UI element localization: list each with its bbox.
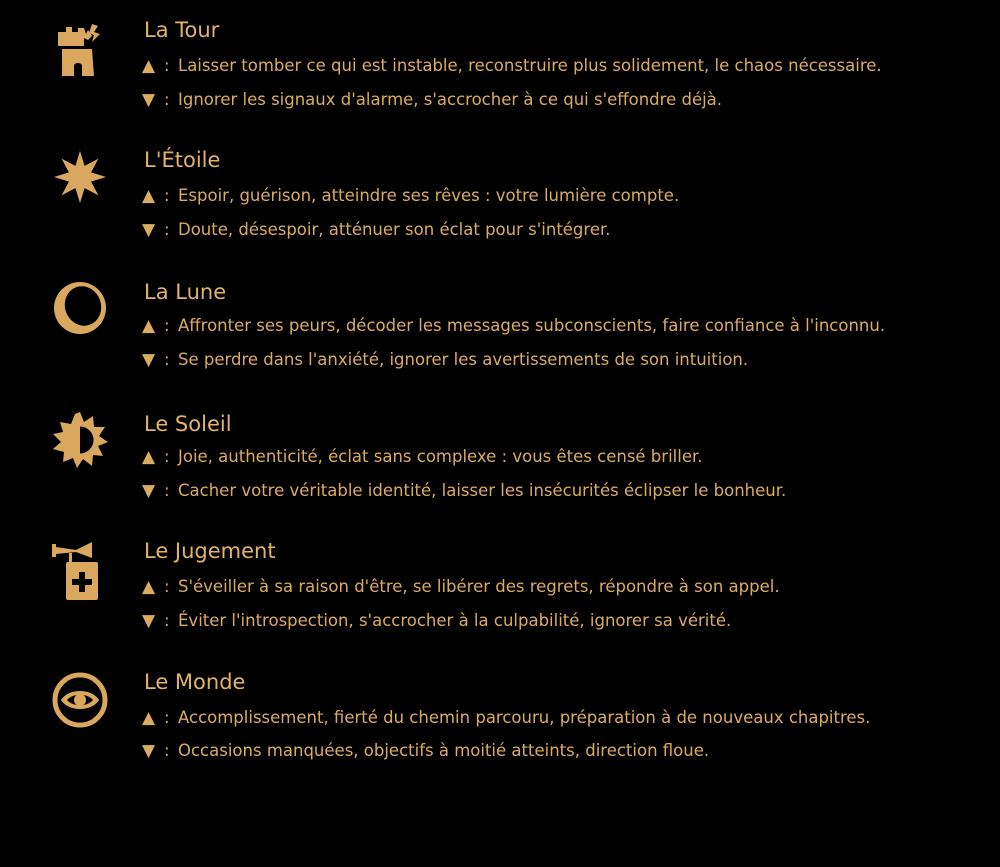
tower-icon [48, 20, 112, 84]
triangle-down-icon: ▼ [142, 741, 156, 761]
upright-text: S'éveiller à sa raison d'être, se libérer des regrets, répondre à son appel. [178, 577, 780, 596]
upright-text: Espoir, guérison, atteindre ses rêves : votre lumière compte. [178, 186, 680, 205]
upright-meaning: ▲ : Espoir, guérison, atteindre ses rêves : votre lumière compte. [142, 186, 680, 206]
triangle-up-icon: ▲ [142, 447, 156, 467]
moon-icon [48, 276, 112, 340]
reversed-meaning: ▼ : Occasions manquées, objectifs à moitié atteints, direction floue. [142, 741, 710, 761]
triangle-up-icon: ▲ [142, 708, 156, 728]
reversed-meaning: ▼ : Cacher votre véritable identité, laisser les insécurités éclipser le bonheur. [142, 481, 787, 501]
reversed-meaning: ▼ : Éviter l'introspection, s'accrocher à la culpabilité, ignorer sa vérité. [142, 611, 732, 631]
upright-meaning: ▲ : S'éveiller à sa raison d'être, se libérer des regrets, répondre à son appel. [142, 577, 780, 597]
triangle-down-icon: ▼ [142, 481, 156, 501]
entry-title: La Tour [144, 18, 220, 42]
triangle-up-icon: ▲ [142, 186, 156, 206]
reversed-meaning: ▼ : Ignorer les signaux d'alarme, s'accrocher à ce qui s'effondre déjà. [142, 90, 723, 110]
star-icon [48, 145, 112, 209]
entry-title: Le Soleil [144, 412, 232, 436]
upright-meaning: ▲ : Accomplissement, fierté du chemin parcouru, préparation à de nouveaux chapitres. [142, 708, 871, 728]
upright-text: Joie, authenticité, éclat sans complexe : vous êtes censé briller. [178, 447, 703, 466]
reversed-meaning: ▼ : Se perdre dans l'anxiété, ignorer les avertissements de son intuition. [142, 350, 749, 370]
reversed-text: Éviter l'introspection, s'accrocher à la culpabilité, ignorer sa vérité. [178, 611, 732, 630]
triangle-up-icon: ▲ [142, 56, 156, 76]
reversed-text: Occasions manquées, objectifs à moitié atteints, direction floue. [178, 741, 710, 760]
reversed-text: Ignorer les signaux d'alarme, s'accrocher à ce qui s'effondre déjà. [178, 90, 723, 109]
upright-meaning: ▲ : Joie, authenticité, éclat sans complexe : vous êtes censé briller. [142, 447, 703, 467]
upright-meaning: ▲ : Affronter ses peurs, décoder les messages subconscients, faire confiance à l'inconnu. [142, 316, 886, 336]
reversed-meaning: ▼ : Doute, désespoir, atténuer son éclat pour s'intégrer. [142, 220, 611, 240]
entry-title: Le Monde [144, 670, 246, 694]
triangle-up-icon: ▲ [142, 316, 156, 336]
entry-title: L'Étoile [144, 148, 221, 172]
trumpet-icon [48, 538, 112, 602]
upright-text: Laisser tomber ce qui est instable, reconstruire plus solidement, le chaos nécessaire. [178, 56, 882, 75]
upright-text: Accomplissement, fierté du chemin parcouru, préparation à de nouveaux chapitres. [178, 708, 871, 727]
reversed-text: Se perdre dans l'anxiété, ignorer les avertissements de son intuition. [178, 350, 749, 369]
world-icon [48, 668, 112, 732]
triangle-down-icon: ▼ [142, 611, 156, 631]
triangle-down-icon: ▼ [142, 90, 156, 110]
upright-meaning: ▲ : Laisser tomber ce qui est instable, reconstruire plus solidement, le chaos nécessaire. [142, 56, 882, 76]
triangle-down-icon: ▼ [142, 220, 156, 240]
entry-title: La Lune [144, 280, 227, 304]
entry-title: Le Jugement [144, 539, 276, 563]
reversed-text: Doute, désespoir, atténuer son éclat pour s'intégrer. [178, 220, 611, 239]
reversed-text: Cacher votre véritable identité, laisser les insécurités éclipser le bonheur. [178, 481, 787, 500]
triangle-down-icon: ▼ [142, 350, 156, 370]
sun-icon [48, 408, 112, 472]
upright-text: Affronter ses peurs, décoder les messages subconscients, faire confiance à l'inconnu. [178, 316, 886, 335]
triangle-up-icon: ▲ [142, 577, 156, 597]
